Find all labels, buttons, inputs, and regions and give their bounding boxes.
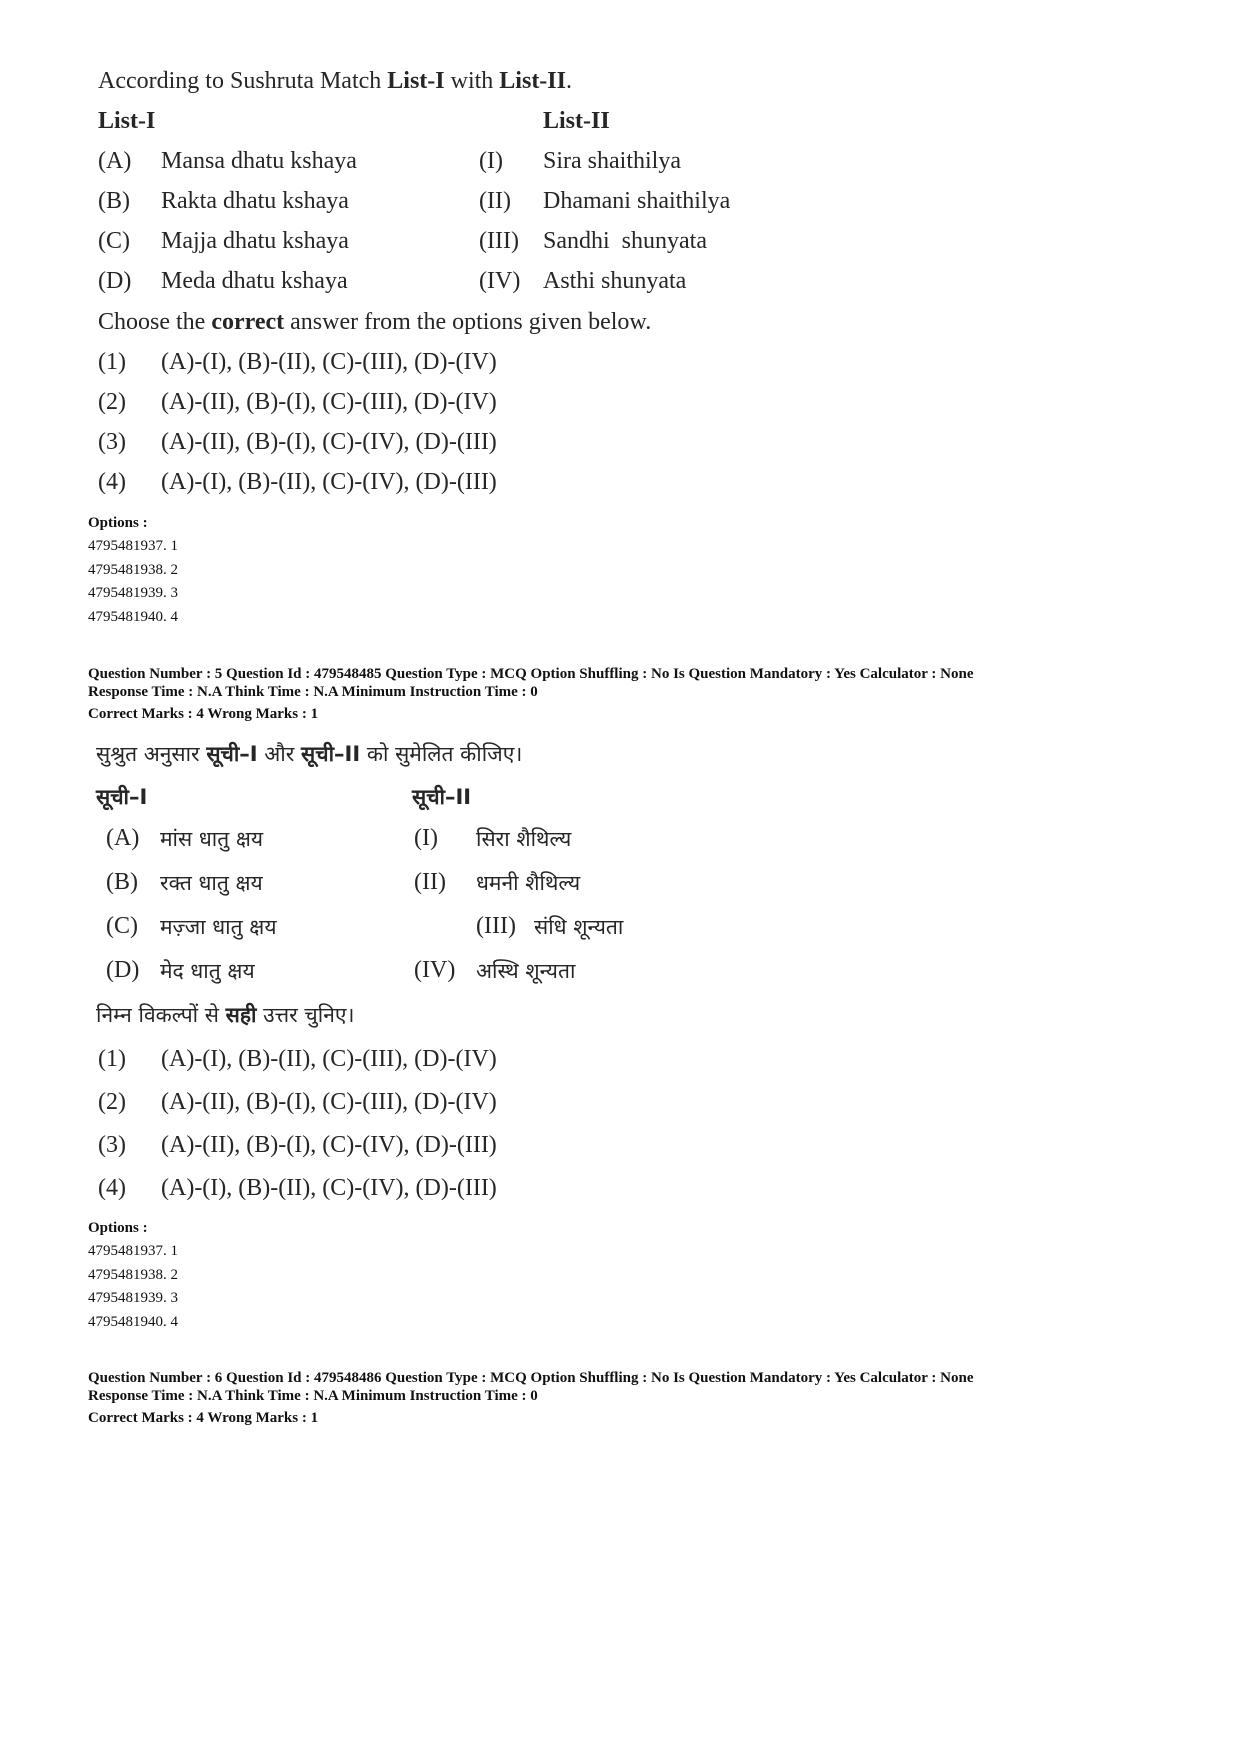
q5-meta-line2: Response Time : N.A Think Time : N.A Minimum Instruction Time : 0	[88, 684, 538, 700]
q4-row-match: Sandhi shunyata	[543, 228, 707, 254]
q4-intro-with: with	[444, 68, 500, 94]
q5-answer-number: (3)	[98, 1132, 126, 1158]
q5-option-item: 4795481938. 2	[88, 1267, 178, 1283]
q5-marks: Correct Marks : 4 Wrong Marks : 1	[88, 706, 319, 722]
q5-row-roman: (II)	[414, 869, 446, 895]
q5-answer-number: (4)	[98, 1175, 126, 1201]
q5-row-text: मांस धातु क्षय	[160, 827, 264, 851]
q4-row-roman: (IV)	[479, 268, 521, 294]
q5-row-letter: (D)	[106, 957, 140, 983]
q4-option-item: 4795481940. 4	[88, 609, 178, 625]
q5-options-label: Options :	[88, 1220, 148, 1236]
q4-option-item: 4795481938. 2	[88, 562, 178, 578]
q5-row-letter: (B)	[106, 869, 138, 895]
q5-row-letter: (C)	[106, 913, 138, 939]
q4-row-match: Sira shaithilya	[543, 148, 681, 174]
q4-row-letter: (A)	[98, 148, 132, 174]
q4-row-text: Majja dhatu kshaya	[161, 228, 349, 254]
q5-answer-number: (1)	[98, 1046, 126, 1072]
q5-intro-list2: सूची–II	[301, 742, 361, 766]
q5-answer-text: (A)-(I), (B)-(II), (C)-(III), (D)-(IV)	[161, 1046, 497, 1072]
q4-row-letter: (C)	[98, 228, 130, 254]
q5-choose-instruction	[96, 1001, 354, 1029]
q4-row-text: Rakta dhatu kshaya	[161, 188, 349, 214]
q4-intro-list1: List-I	[387, 68, 445, 94]
q4-row-match: Dhamani shaithilya	[543, 188, 731, 214]
q4-row-roman: (III)	[479, 228, 519, 254]
q5-intro-post: को सुमेलित कीजिए।	[360, 742, 523, 766]
q5-intro-text: सुश्रुत अनुसार	[96, 742, 207, 766]
q5-meta-line1: Question Number : 5 Question Id : 479548485 Question Type : MCQ Option Shuffling : No Is Question Mandatory : Yes Calculator : None	[88, 666, 974, 682]
q4-choose-pre: Choose the	[98, 309, 212, 335]
q4-options-label: Options :	[88, 515, 148, 531]
q4-row-letter: (D)	[98, 268, 132, 294]
q6-marks: Correct Marks : 4 Wrong Marks : 1	[88, 1410, 319, 1426]
q5-row-match: अस्थि शून्यता	[476, 959, 576, 983]
q5-answer-text: (A)-(I), (B)-(II), (C)-(IV), (D)-(III)	[161, 1175, 497, 1201]
q4-option-item: 4795481939. 3	[88, 585, 178, 601]
q5-answer-text: (A)-(II), (B)-(I), (C)-(IV), (D)-(III)	[161, 1132, 497, 1158]
q4-answer-number: (1)	[98, 349, 126, 375]
q4-choose-post: answer from the options given below.	[284, 309, 652, 335]
q4-choose-instruction	[98, 309, 651, 336]
q5-intro-and: और	[257, 742, 302, 766]
q5-choose-pre: निम्न विकल्पों से	[96, 1003, 226, 1027]
q4-intro	[98, 68, 572, 95]
q4-row-text: Mansa dhatu kshaya	[161, 148, 357, 174]
q4-row-text: Meda dhatu kshaya	[161, 268, 348, 294]
q5-intro	[96, 740, 522, 768]
q5-row-match: सिरा शैथिल्य	[476, 827, 572, 851]
q5-row-text: मज़्जा धातु क्षय	[160, 915, 277, 939]
q4-choose-bold: correct	[211, 309, 285, 335]
q4-row-letter: (B)	[98, 188, 130, 214]
q4-list2-heading: List-II	[543, 108, 610, 134]
q4-answer-number: (2)	[98, 389, 126, 415]
q5-list2-heading: सूची–II	[412, 785, 472, 809]
q5-option-item: 4795481939. 3	[88, 1290, 178, 1306]
q5-choose-bold: सही	[225, 1003, 257, 1027]
q5-choose-post: उत्तर चुनिए।	[256, 1003, 355, 1027]
q5-option-item: 4795481940. 4	[88, 1314, 178, 1330]
q5-row-match: संधि शून्यता	[534, 915, 624, 939]
q5-row-roman: (III)	[476, 913, 516, 939]
q4-row-roman: (II)	[479, 188, 511, 214]
q5-row-text: रक्त धातु क्षय	[160, 871, 263, 895]
q4-row-roman: (I)	[479, 148, 503, 174]
q4-option-item: 4795481937. 1	[88, 538, 178, 554]
q5-answer-number: (2)	[98, 1089, 126, 1115]
q5-row-roman: (IV)	[414, 957, 456, 983]
q4-row-match: Asthi shunyata	[543, 268, 687, 294]
q4-intro-text: According to Sushruta Match	[98, 68, 388, 94]
q5-option-item: 4795481937. 1	[88, 1243, 178, 1259]
q5-answer-text: (A)-(II), (B)-(I), (C)-(III), (D)-(IV)	[161, 1089, 497, 1115]
q4-answer-text: (A)-(II), (B)-(I), (C)-(III), (D)-(IV)	[161, 389, 497, 415]
q5-row-text: मेद धातु क्षय	[160, 959, 255, 983]
q4-answer-text: (A)-(I), (B)-(II), (C)-(IV), (D)-(III)	[161, 469, 497, 495]
q4-list1-heading: List-I	[98, 108, 156, 134]
q4-answer-number: (3)	[98, 429, 126, 455]
q4-intro-list2: List-II	[499, 68, 566, 94]
q5-list1-heading: सूची–I	[96, 785, 148, 809]
q4-answer-text: (A)-(II), (B)-(I), (C)-(IV), (D)-(III)	[161, 429, 497, 455]
q4-answer-text: (A)-(I), (B)-(II), (C)-(III), (D)-(IV)	[161, 349, 497, 375]
q4-intro-end: .	[565, 68, 572, 94]
q5-row-letter: (A)	[106, 825, 140, 851]
q5-row-match: धमनी शैथिल्य	[476, 871, 581, 895]
q6-meta-line2: Response Time : N.A Think Time : N.A Minimum Instruction Time : 0	[88, 1388, 538, 1404]
q5-row-roman: (I)	[414, 825, 438, 851]
q4-answer-number: (4)	[98, 469, 126, 495]
q5-intro-list1: सूची–I	[206, 742, 258, 766]
q6-meta-line1: Question Number : 6 Question Id : 479548486 Question Type : MCQ Option Shuffling : No Is Question Mandatory : Yes Calculator : None	[88, 1370, 974, 1386]
